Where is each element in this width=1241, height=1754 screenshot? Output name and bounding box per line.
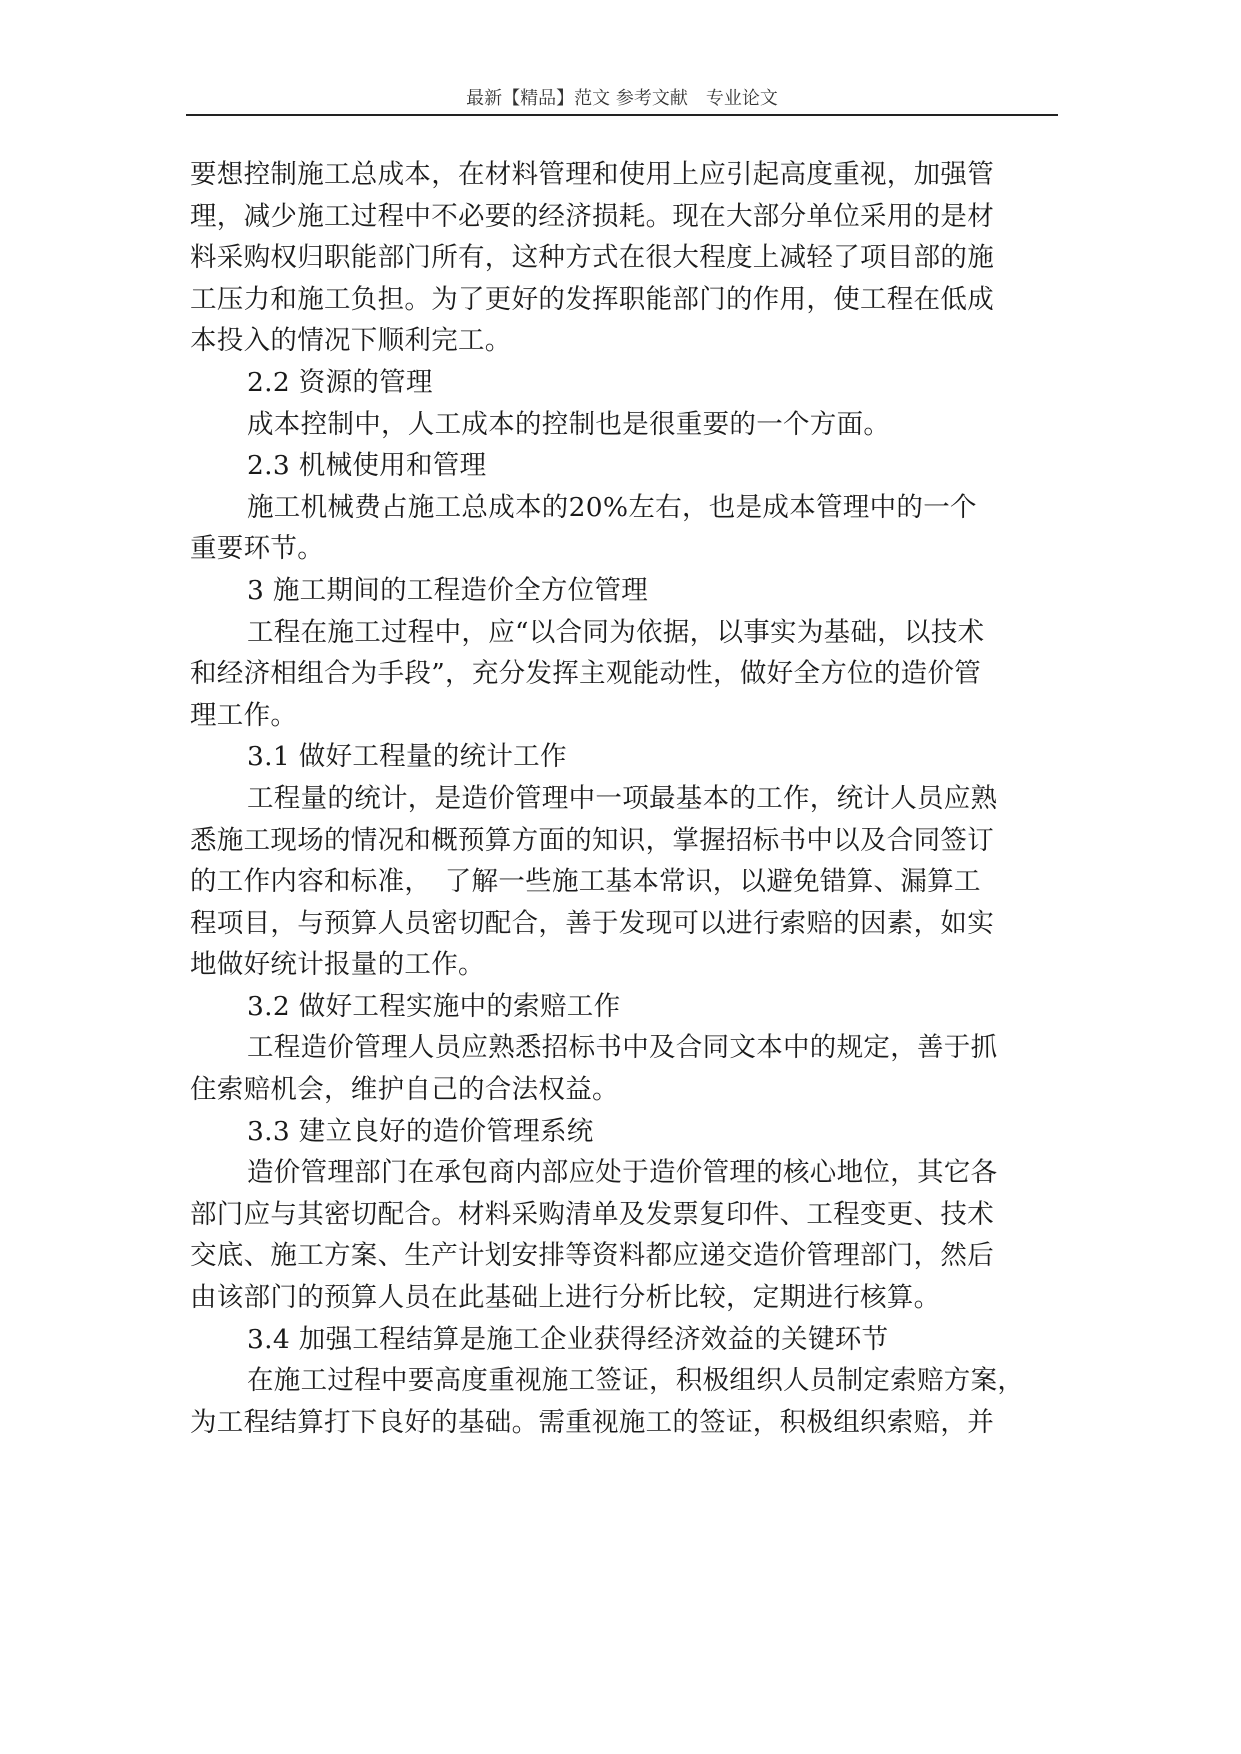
- text-line: 施工机械费占施工总成本的20%左右，也是成本管理中的一个: [247, 491, 977, 523]
- text-line: 要想控制施工总成本，在材料管理和使用上应引起高度重视，加强管: [190, 159, 994, 190]
- paragraph-material-management: [190, 154, 1054, 362]
- paragraph-3-1: [190, 778, 1054, 986]
- text-line: 部门应与其密切配合。材料采购清单及发票复印件、工程变更、技术: [190, 1198, 994, 1230]
- heading-3-3: 3.3 建立良好的造价管理系统: [247, 1115, 594, 1147]
- document-body: [190, 154, 1054, 1443]
- text-line: 的工作内容和标准， 了解一些施工基本常识，以避免错算、漏算工: [190, 866, 981, 898]
- heading-2-3: 2.3 机械使用和管理: [247, 450, 487, 482]
- text-line: 和经济相组合为手段”，充分发挥主观能动性，做好全方位的造价管: [190, 658, 982, 690]
- paragraph-2-3: [190, 487, 1054, 570]
- heading-2-2: 2.2 资源的管理: [247, 366, 433, 398]
- paragraph-3-2: [190, 1027, 1054, 1110]
- text-line: 料采购权归职能部门所有，这种方式在很大程度上减轻了项目部的施: [190, 242, 994, 274]
- text-line: 工压力和施工负担。为了更好的发挥职能部门的作用，使工程在低成: [190, 283, 994, 315]
- heading-3-4: 3.4 加强工程结算是施工企业获得经济效益的关键环节: [247, 1323, 889, 1355]
- text-line: 程项目，与预算人员密切配合，善于发现可以进行索赔的因素，如实: [190, 907, 994, 939]
- text-line: 由该部门的预算人员在此基础上进行分析比较，定期进行核算。: [190, 1282, 941, 1314]
- text-line: 工程在施工过程中，应“以合同为依据，以事实为基础，以技术: [247, 616, 985, 648]
- text-line: 地做好统计报量的工作。: [190, 949, 485, 981]
- text-line: 工程造价管理人员应熟悉招标书中及合同文本中的规定，善于抓: [247, 1032, 998, 1064]
- heading-3: 3 施工期间的工程造价全方位管理: [247, 574, 649, 606]
- text-line: 交底、施工方案、生产计划安排等资料都应递交造价管理部门，然后: [190, 1240, 994, 1272]
- text-line: 重要环节。: [190, 533, 324, 565]
- paragraph-3-3: [190, 1152, 1054, 1318]
- text-line: 本投入的情况下顺利完工。: [190, 325, 512, 357]
- heading-3-2: 3.2 做好工程实施中的索赔工作: [247, 990, 621, 1022]
- text-line: 理，减少施工过程中不必要的经济损耗。现在大部分单位采用的是材: [190, 200, 994, 232]
- text-line: 为工程结算打下良好的基础。需重视施工的签证，积极组织索赔，并: [190, 1406, 994, 1438]
- heading-3-1: 3.1 做好工程量的统计工作: [247, 741, 567, 773]
- paragraph-2-2: 成本控制中，人工成本的控制也是很重要的一个方面。: [247, 408, 891, 440]
- text-line: 在施工过程中要高度重视施工签证，积极组织人员制定索赔方案，: [247, 1365, 1025, 1397]
- text-line: 理工作。: [190, 699, 298, 731]
- page-header: 最新【精品】范文 参考文献 专业论文: [466, 88, 778, 109]
- text-line: 住索赔机会，维护自己的合法权益。: [190, 1074, 619, 1106]
- text-line: 悉施工现场的情况和概预算方面的知识，掌握招标书中以及合同签订: [190, 824, 994, 856]
- text-line: 工程量的统计，是造价管理中一项最基本的工作，统计人员应熟: [247, 782, 998, 814]
- text-line: 造价管理部门在承包商内部应处于造价管理的核心地位，其它各: [247, 1157, 998, 1189]
- paragraph-3-4: [190, 1360, 1054, 1443]
- header-rule: [186, 114, 1058, 116]
- paragraph-3: [190, 612, 1054, 737]
